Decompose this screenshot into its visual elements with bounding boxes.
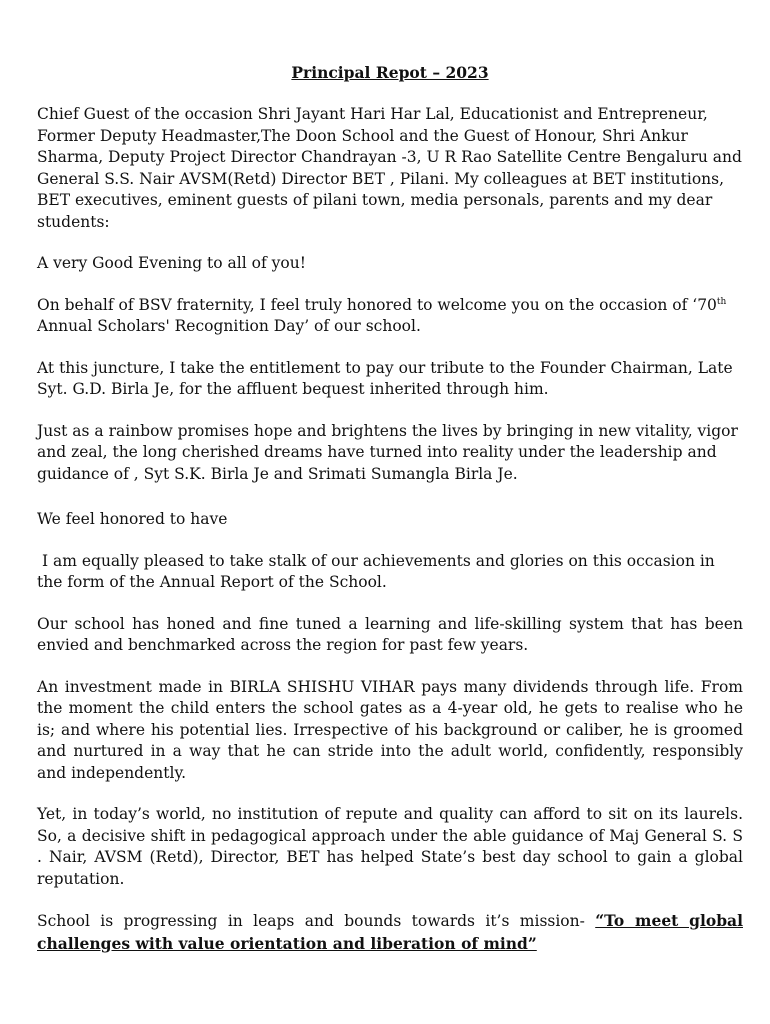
shift-paragraph: Yet, in today’s world, no institution of repute and quality can afford to sit on its laurels. So, a decisive shift in pedagogical approach under the able guidance of Maj General S. S . Nair, AVSM (Retd), Director, BET has helped State’s best day school to gain a global reputation. bbox=[37, 805, 743, 888]
welcome-text-start: On behalf of BSV fraternity, I feel truly honored to welcome you on the occasion of ‘70 bbox=[37, 295, 717, 314]
tribute-paragraph: At this juncture, I take the entitlement to pay our tribute to the Founder Chairman, Late Syt. G.D. Birla Je, for the affluent bequest inherited through him. bbox=[37, 358, 733, 398]
page-title: Principal Repot – 2023 bbox=[291, 63, 489, 82]
pleased-paragraph: I am equally pleased to take stalk of our achievements and glories on this occasion in the form of the Annual Report of the School. bbox=[37, 551, 720, 591]
investment-paragraph: An investment made in BIRLA SHISHU VIHAR pays many dividends through life. From the moment the child enters the school gates as a 4-year old, he gets to realise who he is; and where his potential lies. Irrespective of his background or caliber, he is groomed and nurtured in a way that he can stride into the adult world, confidently, responsibly and independently. bbox=[37, 677, 743, 782]
welcome-paragraph bbox=[37, 295, 743, 338]
ordinal-superscript: th bbox=[716, 296, 727, 307]
mission-paragraph bbox=[37, 910, 743, 955]
welcome-text-end: Annual Scholars' Recognition Day’ of our school. bbox=[37, 317, 421, 335]
rainbow-paragraph: Just as a rainbow promises hope and brightens the lives by bringing in new vitality, vigor and zeal, the long cherished dreams have turned into reality under the leadership and guidance of , Syt S.K. Birla Je and Srimati Sumangla Birla Je. bbox=[37, 421, 738, 483]
honored-paragraph: We feel honored to have bbox=[37, 510, 228, 528]
honed-paragraph: Our school has honed and fine tuned a learning and life-skilling system that has been envied and benchmarked across the region for past few years. bbox=[37, 614, 743, 654]
document-page bbox=[37, 62, 743, 955]
mission-intro: School is progressing in leaps and bounds towards it’s mission- bbox=[37, 912, 596, 930]
evening-paragraph: A very Good Evening to all of you! bbox=[37, 254, 306, 272]
mission-statement: “To meet global challenges with value orientation and liberation of mind” bbox=[37, 911, 743, 953]
greeting-paragraph: Chief Guest of the occasion Shri Jayant Hari Har Lal, Educationist and Entrepreneur, Former Deputy Headmaster,The Doon School and the Guest of Honour, Shri Ankur Sharma, Deputy Project Director Chandrayan -3, U R Rao Satellite Centre Bengaluru and General S.S. Nair AVSM(Retd) Director BET , Pilani. My colleagues at BET institutions, BET executives, eminent guests of pilani town, media personals, parents and my dear students: bbox=[37, 105, 742, 231]
